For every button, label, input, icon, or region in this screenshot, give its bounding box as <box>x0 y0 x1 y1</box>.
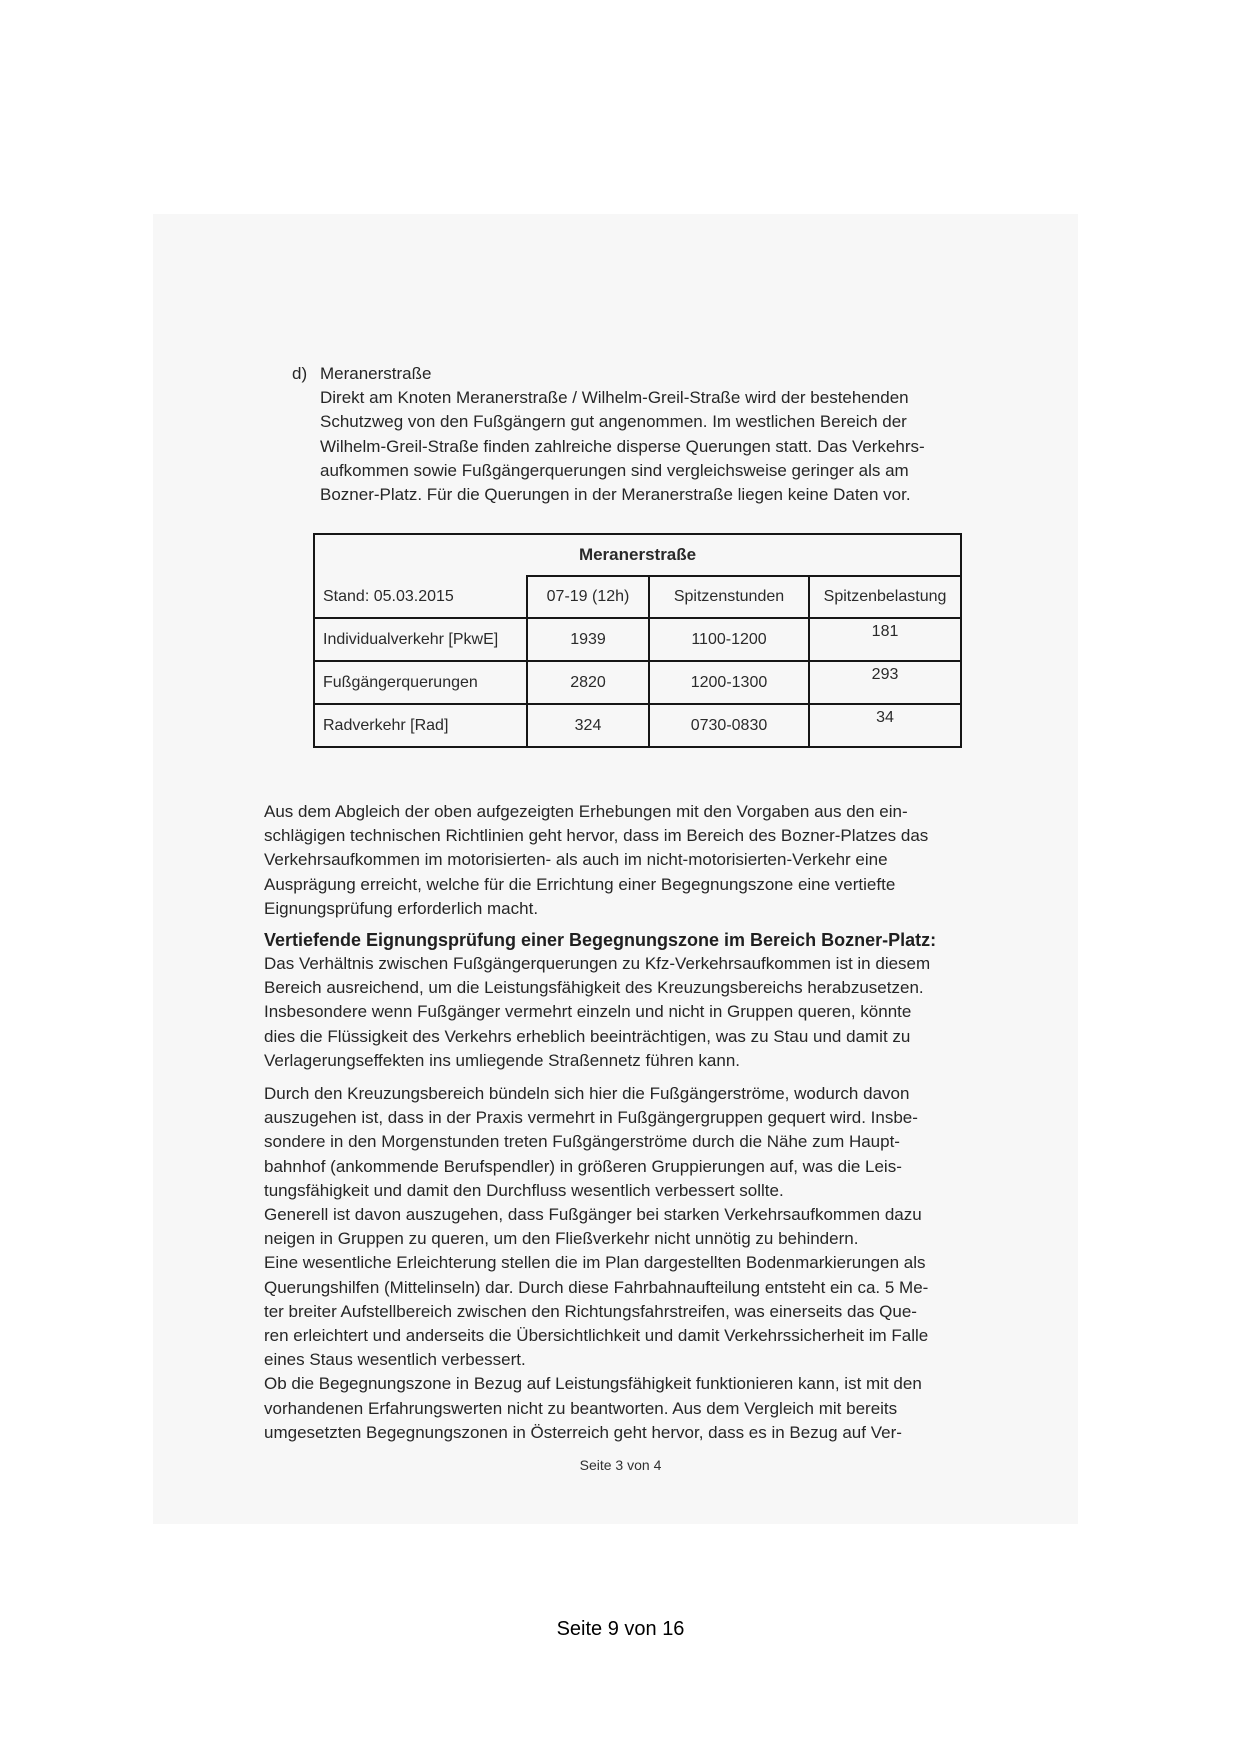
text-line: neigen in Gruppen zu queren, um den Fließverkehr nicht unnötig zu behindern. <box>264 1229 859 1249</box>
table-row <box>314 661 961 704</box>
text-line: Bereich ausreichend, um die Leistungsfähigkeit des Kreuzungsbereichs herabzusetzen. <box>264 978 924 998</box>
cell-total: 324 <box>527 704 649 747</box>
paragraph-compare <box>264 800 1024 921</box>
cell-peak-hours: 0730-0830 <box>649 704 809 747</box>
text-line: tungsfähigkeit und damit den Durchfluss wesentlich verbessert sollte. <box>264 1180 784 1200</box>
text-line: Bozner-Platz. Für die Querungen in der Meranerstraße liegen keine Daten vor. <box>320 485 911 505</box>
cell-total: 1939 <box>527 618 649 661</box>
cell-peak-load: 34 <box>809 704 961 747</box>
page-number: Seite 9 von 16 <box>556 1618 685 1640</box>
cell-total: 2820 <box>527 661 649 704</box>
inner-page-number: Seite 3 von 4 <box>579 1457 662 1473</box>
text-line: Ob die Begegnungszone in Bezug auf Leistungsfähigkeit funktionieren kann, ist mit den <box>264 1374 922 1394</box>
table-title: Meranerstraße <box>314 534 961 576</box>
text-line: vorhandenen Erfahrungswerten nicht zu beantworten. Aus dem Vergleich mit bereits <box>264 1398 898 1418</box>
column-header: 07-19 (12h) <box>527 576 649 618</box>
text-line: ren erleichtert und anderseits die Übersichtlichkeit und damit Verkehrssicherheit im Falle <box>264 1326 929 1346</box>
text-line: dies die Flüssigkeit des Verkehrs erheblich beeinträchtigen, was zu Stau und damit zu <box>264 1026 911 1046</box>
section-title: Meranerstraße <box>320 364 432 383</box>
text-line: Eine wesentliche Erleichterung stellen die im Plan dargestellten Bodenmarkierungen als <box>264 1253 926 1273</box>
text-line: aufkommen sowie Fußgängerquerungen sind vergleichsweise geringer als am <box>320 460 909 480</box>
paragraph-kreuzung <box>264 1082 1024 1445</box>
text-line: Aus dem Abgleich der oben aufgezeigten Erhebungen mit den Vorgaben aus den ein- <box>264 802 908 821</box>
table-header-row <box>314 576 961 618</box>
text-line: Ausprägung erreicht, welche für die Errichtung einer Begegnungszone eine vertiefte <box>264 874 896 894</box>
text-line: sondere in den Morgenstunden treten Fußgängerströme durch die Nähe zum Haupt- <box>264 1132 900 1152</box>
text-line: auszugehen ist, dass in der Praxis vermehrt in Fußgängergruppen gequert wird. Insbe- <box>264 1108 918 1128</box>
text-line: Direkt am Knoten Meranerstraße / Wilhelm-Greil-Straße wird der bestehenden <box>320 388 909 408</box>
row-label: Individualverkehr [PkwE] <box>314 618 527 661</box>
cell-peak-load: 181 <box>809 618 961 661</box>
paragraph-vertiefend <box>264 952 1024 1073</box>
text-line: Insbesondere wenn Fußgänger vermehrt einzeln und nicht in Gruppen queren, könnte <box>264 1002 912 1022</box>
column-header: Spitzenstunden <box>649 576 809 618</box>
traffic-table <box>313 533 962 748</box>
text-line: Generell ist davon auszugehen, dass Fußgänger bei starken Verkehrsaufkommen dazu <box>264 1205 922 1225</box>
text-line: Verlagerungseffekten ins umliegende Straßennetz führen kann. <box>264 1050 740 1070</box>
text-line: Eignungsprüfung erforderlich macht. <box>264 898 539 918</box>
row-label: Radverkehr [Rad] <box>314 704 527 747</box>
text-line: schlägigen technischen Richtlinien geht hervor, dass im Bereich des Bozner-Platzes das <box>264 826 929 846</box>
text-line: Verkehrsaufkommen im motorisierten- als auch im nicht-motorisierten-Verkehr eine <box>264 850 888 870</box>
section-d-text <box>292 386 1012 507</box>
table-row <box>314 704 961 747</box>
text-line: Querungshilfen (Mittelinseln) dar. Durch diese Fahrbahnaufteilung entsteht ein ca. 5 Me- <box>264 1277 929 1297</box>
table-row <box>314 618 961 661</box>
section-letter: d) <box>292 364 308 383</box>
text-line: Durch den Kreuzungsbereich bündeln sich hier die Fußgängerströme, wodurch davon <box>264 1084 910 1103</box>
text-line: umgesetzten Begegnungszonen in Österreich geht hervor, dass es in Bezug auf Ver- <box>264 1422 902 1442</box>
text-line: Wilhelm-Greil-Straße finden zahlreiche disperse Querungen statt. Das Verkehrs- <box>320 436 925 456</box>
column-header: Spitzenbelastung <box>809 576 961 618</box>
section-d <box>292 362 1012 507</box>
text-line: Das Verhältnis zwischen Fußgängerquerungen zu Kfz-Verkehrsaufkommen ist in diesem <box>264 954 931 973</box>
text-line: Schutzweg von den Fußgängern gut angenommen. Im westlichen Bereich der <box>320 412 907 432</box>
table-stand-date: Stand: 05.03.2015 <box>314 576 527 618</box>
cell-peak-hours: 1200-1300 <box>649 661 809 704</box>
text-line: eines Staus wesentlich verbessert. <box>264 1350 526 1370</box>
row-label: Fußgängerquerungen <box>314 661 527 704</box>
section-heading: Vertiefende Eignungsprüfung einer Begegnungszone im Bereich Bozner-Platz: <box>264 930 937 950</box>
cell-peak-hours: 1100-1200 <box>649 618 809 661</box>
cell-peak-load: 293 <box>809 661 961 704</box>
text-line: ter breiter Aufstellbereich zwischen den Richtungsfahrstreifen, was einerseits das Que- <box>264 1301 917 1321</box>
text-line: bahnhof (ankommende Berufspendler) in größeren Gruppierungen auf, was die Leis- <box>264 1156 902 1176</box>
